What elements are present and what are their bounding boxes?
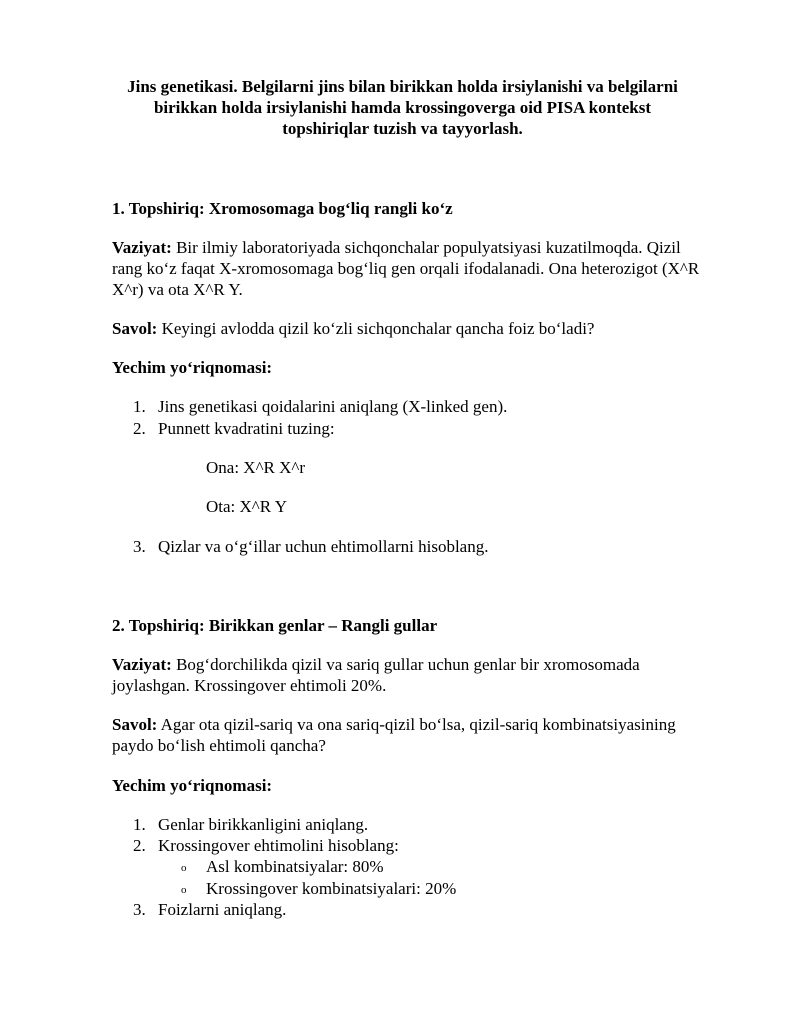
task2-question — [112, 714, 712, 756]
task1-question — [112, 318, 712, 339]
situation-text: Bir ilmiy laboratoriyada sichqonchalar populyatsiyasi kuzatilmoqda. Qizil rang ko‘z faqat X-xromosomaga bog‘liq gen orqali ifodalanadi. Ona heterozigot (X^R X^r) va ota X^R Y. — [112, 238, 700, 299]
task2-situation — [112, 654, 712, 696]
task1-situation — [112, 237, 712, 300]
list-item: 3. Qizlar va o‘g‘illar uchun ehtimollarni hisoblang. — [133, 537, 489, 556]
task2-guide-heading: Yechim yo‘riqnomasi: — [112, 776, 273, 795]
situation-text: Bog‘dorchilikda qizil va sariq gullar uchun genlar bir xromosomada joylashgan. Krossingover ehtimoli 20%. — [112, 655, 640, 695]
sub-list-item: Krossingover kombinatsiyalari: 20% — [206, 879, 457, 898]
list-item: 1. Genlar birikkanligini aniqlang. — [133, 815, 369, 834]
document-title: Jins genetikasi. Belgilarni jins bilan birikkan holda irsiylanishi va belgilarni birikkan holda irsiylanishi hamda krossingoverga oid PISA kontekst topshiriqlar tuzish va tayyorlash. — [127, 77, 678, 138]
task2-heading: 2. Topshiriq: Birikkan genlar – Rangli gullar — [112, 616, 438, 635]
list-item: 1. Jins genetikasi qoidalarini aniqlang (X-linked gen). — [133, 397, 508, 416]
question-label: Savol: — [112, 715, 158, 734]
bullet-icon: o — [181, 862, 187, 874]
father-genotype: Ota: X^R Y — [206, 497, 288, 516]
sub-list-item: Asl kombinatsiyalar: 80% — [206, 857, 384, 876]
mother-genotype: Ona: X^R X^r — [206, 458, 306, 477]
list-item: 2. Punnett kvadratini tuzing: — [133, 419, 335, 438]
question-text: Keyingi avlodda qizil ko‘zli sichqonchalar qancha foiz bo‘ladi? — [157, 319, 595, 338]
bullet-icon: o — [181, 884, 187, 896]
list-item: 3. Foizlarni aniqlang. — [133, 900, 287, 919]
question-text: Agar ota qizil-sariq va ona sariq-qizil bo‘lsa, qizil-sariq kombinatsiyasining paydo bo‘lish ehtimoli qancha? — [112, 715, 676, 755]
question-label: Savol: — [112, 319, 158, 338]
list-item: 2. Krossingover ehtimolini hisoblang: — [133, 836, 399, 855]
situation-label: Vaziyat: — [112, 655, 172, 674]
task1-guide-heading: Yechim yo‘riqnomasi: — [112, 358, 273, 377]
situation-label: Vaziyat: — [112, 238, 172, 257]
task1-heading: 1. Topshiriq: Xromosomaga bog‘liq rangli ko‘z — [112, 199, 453, 218]
